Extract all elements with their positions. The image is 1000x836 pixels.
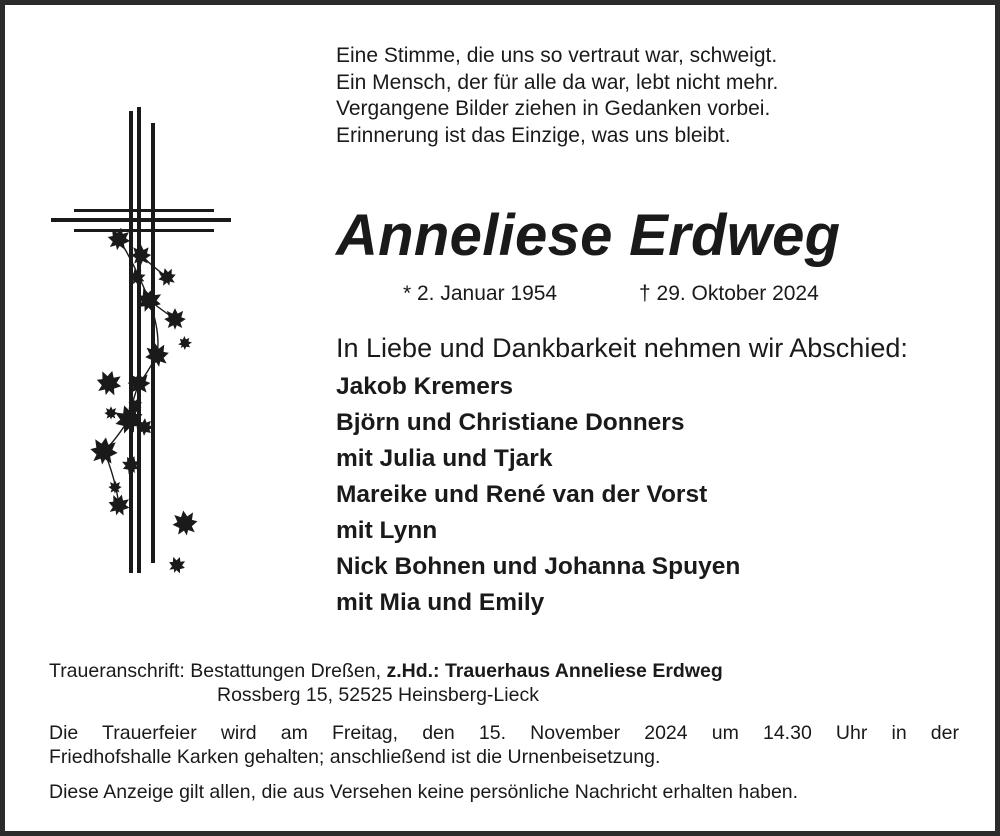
address-street-city: Rossberg 15, 52525 Heinsberg-Lieck [217, 684, 539, 706]
deceased-name: Anneliese Erdweg [336, 203, 841, 268]
address-company: Bestattungen Dreßen, [190, 660, 382, 682]
address-attn: z.Hd.: Trauerhaus Anneliese Erdweg [386, 660, 723, 682]
mourner-line: mit Lynn [336, 517, 438, 544]
ceremony-info [49, 721, 959, 769]
mourner-line: Mareike und René van der Vorst [336, 481, 708, 508]
poem [336, 43, 778, 149]
mourning-address [49, 659, 723, 683]
poem-line: Ein Mensch, der für alle da war, lebt nicht mehr. [336, 70, 779, 94]
death-date: † 29. Oktober 2024 [639, 282, 819, 305]
ceremony-line: Die Trauerfeier wird am Freitag, den 15. November 2024 um 14.30 Uhr in der [49, 722, 959, 744]
poem-line: Eine Stimme, die uns so vertraut war, schweigt. [336, 44, 778, 67]
birth-date: * 2. Januar 1954 [403, 282, 558, 305]
mourner-line: Jakob Kremers [336, 373, 514, 400]
mourner-line: mit Mia und Emily [336, 589, 545, 616]
poem-line: Vergangene Bilder ziehen in Gedanken vorbei. [336, 97, 771, 120]
address-label: Traueranschrift: [49, 660, 185, 682]
notice-text: Diese Anzeige gilt allen, die aus Versehen keine persönliche Nachricht erhalten haben. [49, 781, 799, 803]
ceremony-line: Friedhofshalle Karken gehalten; anschließend ist die Urnenbeisetzung. [49, 746, 661, 768]
mourners-list [336, 369, 740, 621]
mourner-line: Nick Bohnen und Johanna Spuyen [336, 553, 741, 580]
cross-with-ivy-icon [49, 105, 239, 583]
mourner-line: mit Julia und Tjark [336, 445, 553, 472]
poem-line: Erinnerung ist das Einzige, was uns bleibt. [336, 123, 731, 147]
mourner-line: Björn und Christiane Donners [336, 409, 685, 436]
farewell-intro: In Liebe und Dankbarkeit nehmen wir Abschied: [336, 333, 908, 363]
